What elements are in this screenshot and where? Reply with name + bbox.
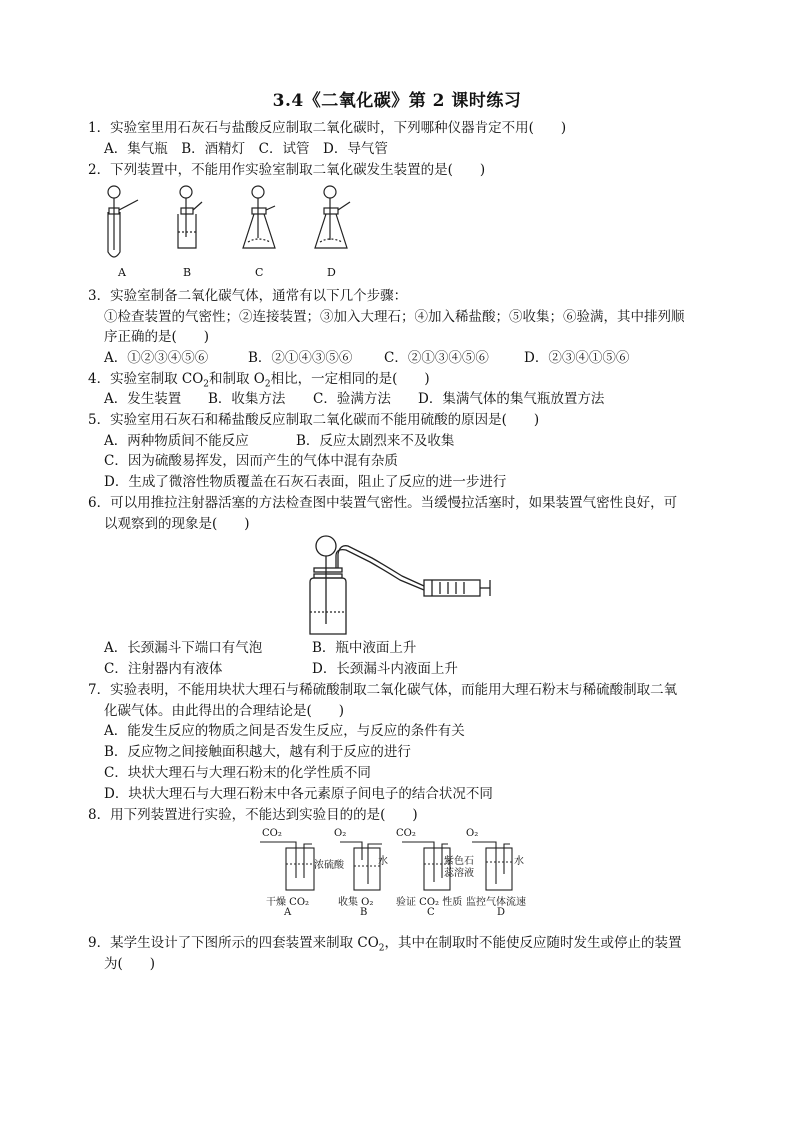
q4-option-c: C．验满方法 — [313, 391, 391, 407]
q8-gas-c: CO₂ — [396, 828, 416, 839]
q4-option-a: A．发生装置 — [104, 391, 182, 407]
q8-label-a: A — [284, 907, 292, 918]
q8-apparatus-figure — [258, 834, 528, 892]
q1-stem: 1．实验室里用石灰石与盐酸反应制取二氧化碳时，下列哪种仪器肯定不用( ) — [88, 120, 567, 136]
q6-option-b: B．瓶中液面上升 — [312, 640, 417, 656]
q7-stem: 7．实验表明，不能用块状大理石与稀硫酸制取二氧化碳气体，而能用大理石粉末与稀硫酸制取二氧 — [88, 682, 678, 698]
q8-liquid-a: 浓硫酸 — [314, 860, 344, 871]
q6-option-c: C．注射器内有液体 — [104, 661, 223, 677]
q8-liquid-c1: 紫色石 — [444, 856, 474, 867]
q5-stem: 5．实验室用石灰石和稀盐酸反应制取二氧化碳而不能用硫酸的原因是( ) — [88, 412, 540, 428]
q2-apparatus-figure — [98, 182, 368, 266]
q2-label-d: D — [327, 266, 336, 279]
q3-option-a: A．①②③④⑤⑥ — [104, 350, 209, 366]
q4-option-d: D．集满气体的集气瓶放置方法 — [418, 391, 605, 407]
q6-syringe-apparatus — [300, 532, 496, 636]
q8-caption-c: 验证 CO₂ 性质 — [396, 897, 463, 908]
q2-stem: 2．下列装置中，不能用作实验室制取二氧化碳发生装置的是( ) — [88, 162, 486, 178]
q6-stem: 6．可以用推拉注射器活塞的方法检查图中装置气密性。当缓慢拉活塞时，如果装置气密性良好，可 — [88, 495, 678, 511]
q7-option-d: D．块状大理石与大理石粉末中各元素原子间电子的结合状况不同 — [104, 786, 493, 802]
q2-label-a: A — [118, 266, 126, 279]
q8-caption-a: 干燥 CO₂ — [266, 897, 310, 908]
q3-option-b: B．②①④③⑤⑥ — [248, 350, 353, 366]
q8-gas-d: O₂ — [466, 828, 479, 839]
q2-label-b: B — [183, 266, 192, 279]
q3-line2: ①检查装置的气密性；②连接装置；③加入大理石；④加入稀盐酸；⑤收集；⑥验满，其中排列顺 — [104, 309, 685, 325]
q8-caption-b: 收集 O₂ — [338, 897, 374, 908]
q6-line2: 以观察到的现象是( ) — [104, 516, 250, 532]
q5-option-d: D．生成了微溶性物质覆盖在石灰石表面，阻止了反应的进一步进行 — [104, 474, 507, 490]
q3-stem: 3．实验室制备二氧化碳气体，通常有以下几个步骤： — [88, 288, 408, 304]
q8-liquid-d: 水 — [514, 856, 524, 867]
q4-option-b: B．收集方法 — [208, 391, 286, 407]
q7-option-c: C．块状大理石与大理石粉末的化学性质不同 — [104, 765, 371, 781]
q3-option-c: C．②①③④⑤⑥ — [384, 350, 489, 366]
q1-options: A．集气瓶 B．酒精灯 C．试管 D．导气管 — [104, 141, 388, 157]
q5-option-a: A．两种物质间不能反应 — [104, 433, 249, 449]
q8-gas-b: O₂ — [334, 828, 347, 839]
q9-stem: 9．某学生设计了下图所示的四套装置来制取 $CO_2$，其中在制取时不能使反应随时发生或停止的装置 — [88, 935, 682, 954]
q8-liquid-c2: 蕊溶液 — [444, 868, 474, 879]
q6-option-d: D．长颈漏斗内液面上升 — [312, 661, 458, 677]
q2-label-c: C — [255, 266, 264, 279]
q6-option-a: A．长颈漏斗下端口有气泡 — [104, 640, 263, 656]
q8-label-b: B — [360, 907, 368, 918]
q8-caption-d: 监控气体流速 — [466, 897, 526, 908]
q7-option-b: B．反应物之间接触面积越大，越有利于反应的进行 — [104, 744, 411, 760]
q5-option-b: B．反应太剧烈来不及收集 — [296, 433, 455, 449]
q4-stem: 4．实验室制取 $CO_2$和制取 $O_2$相比，一定相同的是( ) — [88, 371, 430, 390]
q8-label-c: C — [427, 907, 435, 918]
q7-line2: 化碳气体。由此得出的合理结论是( ) — [104, 703, 345, 719]
q8-label-d: D — [497, 907, 506, 918]
page-title: 3.4《二氧化碳》第 2 课时练习 — [272, 91, 522, 111]
q8-liquid-b: 水 — [378, 856, 388, 867]
q5-option-c: C．因为硫酸易挥发，因而产生的气体中混有杂质 — [104, 453, 398, 469]
q9-line2: 为( ) — [104, 956, 156, 972]
q3-line3: 序正确的是( ) — [104, 329, 210, 345]
q8-stem: 8．用下列装置进行实验，不能达到实验目的的是( ) — [88, 807, 418, 823]
q3-option-d: D．②③④①⑤⑥ — [524, 350, 630, 366]
q7-option-a: A．能发生反应的物质之间是否发生反应，与反应的条件有关 — [104, 723, 465, 739]
q8-gas-a: CO₂ — [262, 828, 282, 839]
